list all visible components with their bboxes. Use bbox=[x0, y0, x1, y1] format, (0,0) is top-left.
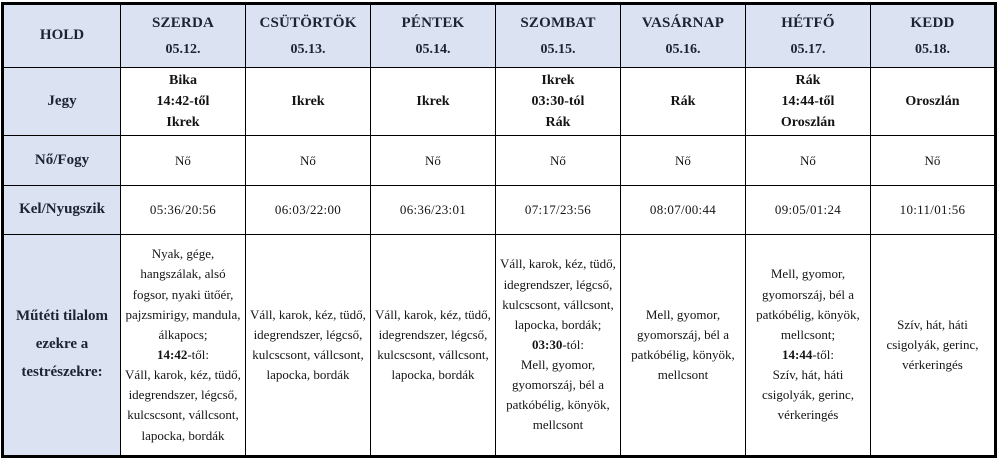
riseset-cell-pentek: 06:36/23:01 bbox=[371, 186, 496, 235]
corner-cell-hold bbox=[3, 4, 121, 68]
riseset-cell-csutortok: 06:03/22:00 bbox=[246, 186, 371, 235]
zodiac-cell-pentek: Ikrek bbox=[371, 68, 496, 136]
day-name: SZOMBAT bbox=[520, 14, 596, 31]
phase-cell-csutortok: Nő bbox=[246, 136, 371, 186]
riseset-cell-hetfo: 09:05/01:24 bbox=[746, 186, 871, 235]
surgery-cell-kedd: Szív, hát, háti csigolyák, gerinc, vérkeringés bbox=[871, 235, 996, 457]
day-header-pentek bbox=[371, 4, 496, 68]
surgery-prohibition-row bbox=[3, 235, 996, 457]
zodiac-cell-szombat: Ikrek 03:30-tól Rák bbox=[496, 68, 621, 136]
row-label-mutet: Műtéti tilalom ezekre a testrészekre: bbox=[3, 235, 121, 457]
zodiac-cell-szerda: Bika 14:42-től Ikrek bbox=[121, 68, 246, 136]
riseset-cell-szombat: 07:17/23:56 bbox=[496, 186, 621, 235]
day-date: 05.17. bbox=[790, 41, 826, 57]
day-header-csutortok bbox=[246, 4, 371, 68]
phase-cell-szerda: Nő bbox=[121, 136, 246, 186]
day-name: PÉNTEK bbox=[401, 14, 465, 31]
phase-cell-pentek: Nő bbox=[371, 136, 496, 186]
surgery-cell-szombat: Váll, karok, kéz, tüdő, idegrendszer, légcső, kulcscsont, vállcsont, lapocka, bordák; 03:30-tól: Mell, gyomor, gyomorszáj, bél a patkóbélig, könyök, mellcsont bbox=[496, 235, 621, 457]
surgery-cell-pentek: Váll, karok, kéz, tüdő, idegrendszer, légcső, kulcscsont, vállcsont, lapocka, bordák bbox=[371, 235, 496, 457]
riseset-cell-vasarnap: 08:07/00:44 bbox=[621, 186, 746, 235]
phase-cell-szombat: Nő bbox=[496, 136, 621, 186]
header-row bbox=[3, 4, 996, 68]
day-header-vasarnap bbox=[621, 4, 746, 68]
day-header-kedd bbox=[871, 4, 996, 68]
surgery-cell-vasarnap: Mell, gyomor, gyomorszáj, bél a patkóbélig, könyök, mellcsont bbox=[621, 235, 746, 457]
day-date: 05.12. bbox=[165, 41, 201, 57]
day-name: HÉTFŐ bbox=[781, 14, 835, 31]
day-name: CSÜTÖRTÖK bbox=[259, 14, 357, 31]
day-name: SZERDA bbox=[151, 14, 215, 31]
day-date: 05.13. bbox=[290, 41, 326, 57]
surgery-cell-hetfo: Mell, gyomor, gyomorszáj, bél a patkóbélig, könyök, mellcsont; 14:44-től: Szív, hát, háti csigolyák, gerinc, vérkeringés bbox=[746, 235, 871, 457]
zodiac-row bbox=[3, 68, 996, 136]
zodiac-cell-vasarnap: Rák bbox=[621, 68, 746, 136]
day-date: 05.15. bbox=[540, 41, 576, 57]
riseset-cell-szerda: 05:36/20:56 bbox=[121, 186, 246, 235]
zodiac-cell-hetfo: Rák 14:44-től Oroszlán bbox=[746, 68, 871, 136]
day-name: KEDD bbox=[910, 14, 955, 31]
day-header-hetfo bbox=[746, 4, 871, 68]
phase-cell-kedd: Nő bbox=[871, 136, 996, 186]
row-label-kel-nyugszik: Kel/Nyugszik bbox=[3, 186, 121, 235]
moon-phase-row bbox=[3, 136, 996, 186]
surgery-cell-csutortok: Váll, karok, kéz, tüdő, idegrendszer, légcső, kulcscsont, vállcsont, lapocka, bordák bbox=[246, 235, 371, 457]
corner-label: HOLD bbox=[39, 27, 85, 44]
rise-set-row bbox=[3, 186, 996, 235]
day-header-szerda bbox=[121, 4, 246, 68]
phase-cell-vasarnap: Nő bbox=[621, 136, 746, 186]
riseset-cell-kedd: 10:11/01:56 bbox=[871, 186, 996, 235]
zodiac-cell-kedd: Oroszlán bbox=[871, 68, 996, 136]
surgery-cell-szerda: Nyak, gége, hangszálak, alsó fogsor, nyaki ütőér, pajzsmirigy, mandula, álkapocs; 14:42-től: Váll, karok, kéz, tüdő, idegrendszer, légcső, kulcscsont, vállcsont, lapocka, bordák bbox=[121, 235, 246, 457]
moon-calendar-table bbox=[1, 2, 997, 458]
zodiac-cell-csutortok: Ikrek bbox=[246, 68, 371, 136]
bold-time: 14:42 bbox=[156, 347, 188, 362]
day-date: 05.16. bbox=[665, 41, 701, 57]
row-label-no-fogy: Nő/Fogy bbox=[3, 136, 121, 186]
day-header-szombat bbox=[496, 4, 621, 68]
phase-cell-hetfo: Nő bbox=[746, 136, 871, 186]
day-date: 05.18. bbox=[915, 41, 950, 57]
day-name: VASÁRNAP bbox=[641, 14, 725, 31]
bold-time: 14:44 bbox=[781, 347, 813, 362]
day-date: 05.14. bbox=[415, 41, 451, 57]
row-label-jegy: Jegy bbox=[3, 68, 121, 136]
bold-time: 03:30 bbox=[531, 336, 563, 352]
